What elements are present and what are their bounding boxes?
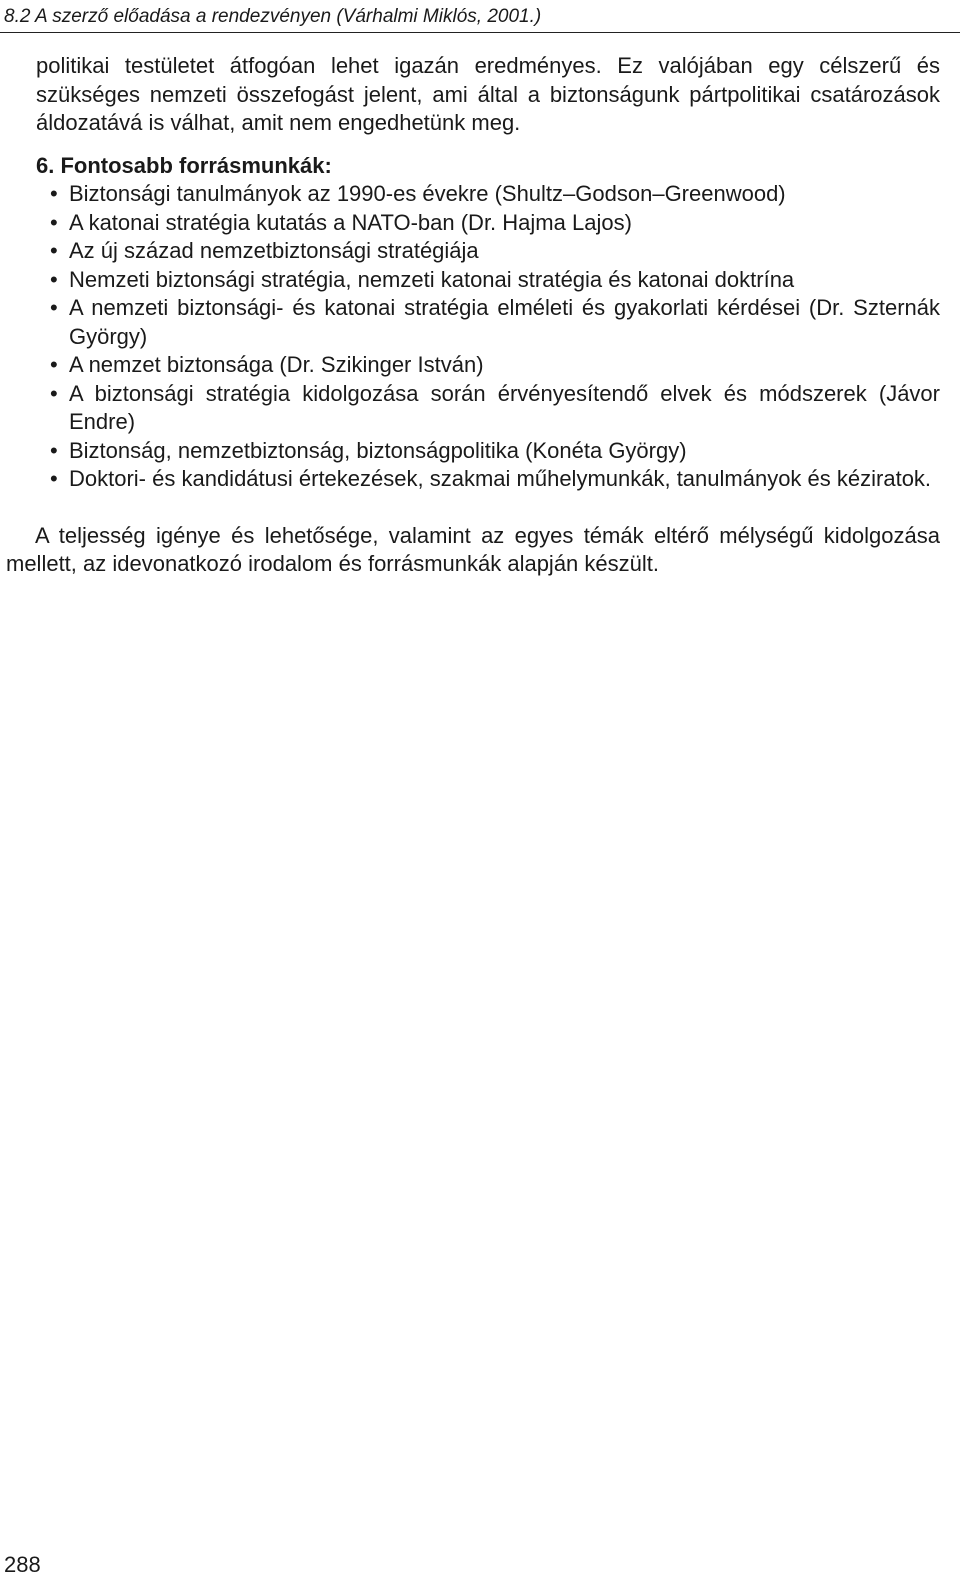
list-item-text: A nemzet biztonsága (Dr. Szikinger István)	[69, 352, 484, 377]
bullet-icon: •	[50, 266, 58, 292]
list-item	[50, 266, 940, 295]
sources-section	[22, 152, 940, 494]
list-item	[50, 380, 940, 437]
list-item	[50, 237, 940, 266]
list-item	[50, 351, 940, 380]
list-item-text: Biztonsági tanulmányok az 1990-es évekre (Shultz–Godson–Greenwood)	[69, 181, 786, 206]
page-content	[6, 52, 940, 579]
intro-paragraph: politikai testületet átfogóan lehet igazán eredményes. Ez valójában egy célszerű és szükséges nemzeti összefogást jelent, ami által a biztonságunk pártpolitikai csatározások áldozatává is válhat, amit nem engedhetünk meg.	[36, 53, 940, 135]
bullet-icon: •	[50, 352, 58, 377]
list-item-text: Az új század nemzetbiztonsági stratégiája	[69, 238, 479, 263]
list-item-text: Doktori- és kandidátusi értekezések, szakmai műhelymunkák, tanulmányok és kéziratok.	[69, 466, 932, 491]
bullet-icon: •	[50, 181, 58, 206]
list-item-text: A katonai stratégia kutatás a NATO-ban (Dr. Hajma Lajos)	[69, 209, 632, 235]
bullet-icon: •	[50, 466, 58, 491]
section-heading: 6. Fontosabb forrásmunkák:	[36, 152, 332, 178]
source-list	[22, 180, 940, 494]
list-item	[50, 209, 940, 238]
list-item	[50, 180, 940, 209]
bullet-icon: •	[50, 238, 58, 263]
bullet-icon: •	[50, 380, 58, 406]
list-item-text: Nemzeti biztonsági stratégia, nemzeti katonai stratégia és katonai doktrína	[69, 266, 795, 292]
list-item-text: A nemzeti biztonsági- és katonai stratégia elméleti és gyakorlati kérdései (Dr. Szternák György)	[69, 295, 940, 349]
closing-paragraph: A teljesség igénye és lehetősége, valamint az egyes témák eltérő mélységű kidolgozása mellett, az idevonatkozó irodalom és forrásmunkák alapján készült.	[6, 522, 940, 576]
header-divider	[0, 32, 960, 33]
list-item	[50, 437, 940, 466]
list-item-text: A biztonsági stratégia kidolgozása során érvényesítendő elvek és módszerek (Jávor Endre)	[69, 380, 940, 434]
bullet-icon: •	[50, 209, 58, 235]
list-item-text: Biztonság, nemzetbiztonság, biztonságpolitika (Konéta György)	[69, 437, 687, 463]
list-item	[50, 294, 940, 351]
bullet-icon: •	[50, 437, 58, 463]
bullet-icon: •	[50, 295, 58, 320]
running-header: 8.2 A szerző előadása a rendezvényen (Várhalmi Miklós, 2001.)	[4, 6, 542, 27]
list-item	[50, 465, 940, 494]
page-number: 288	[4, 1552, 41, 1577]
